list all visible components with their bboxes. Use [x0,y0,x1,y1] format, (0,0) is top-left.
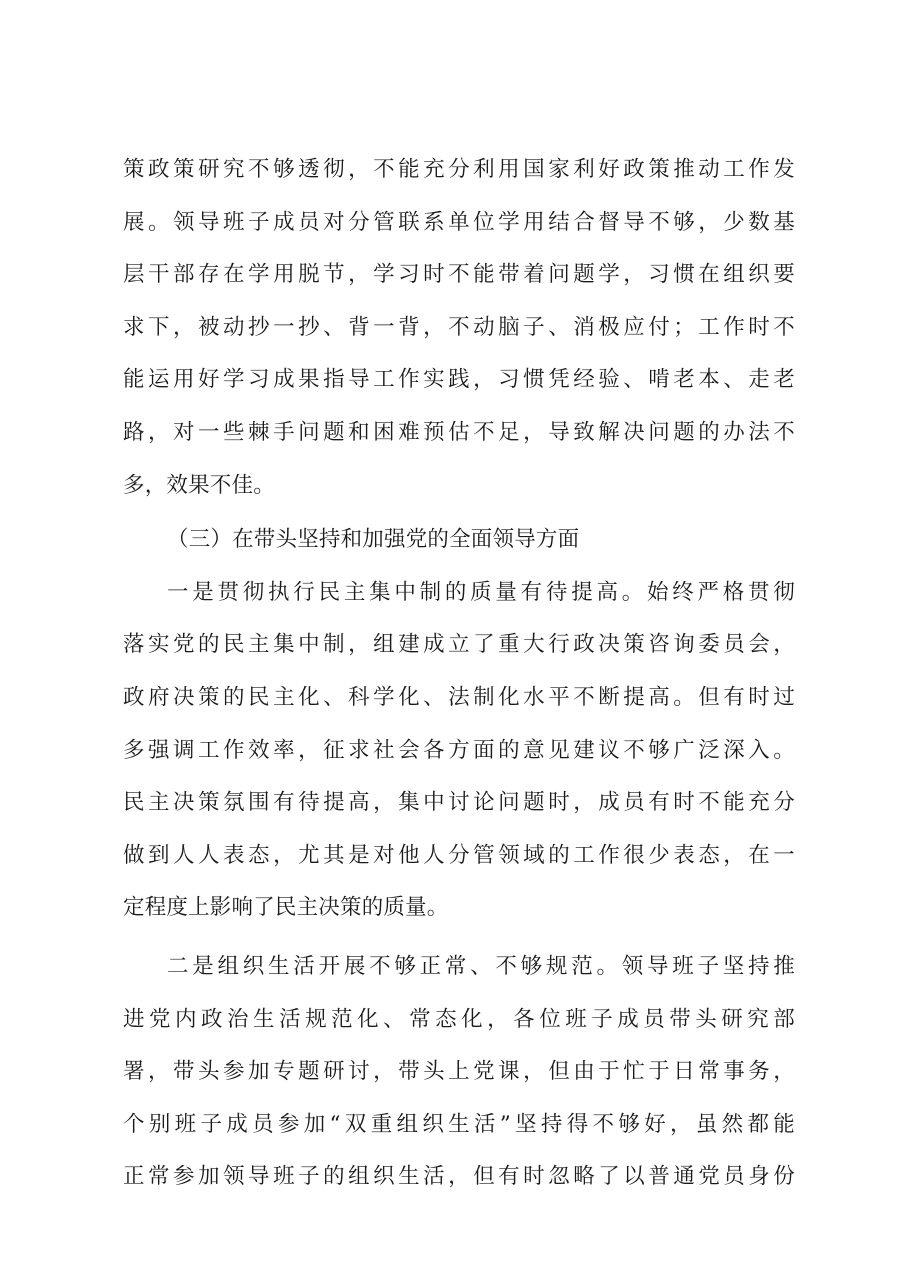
text-line: 能运用好学习成果指导工作实践，习惯凭经验、啃老本、走老 [123,367,795,393]
paragraph-2 [123,567,795,935]
paragraph-1 [123,144,795,512]
text-line: 做到人人表态，尤其是对他人分管领域的工作很少表态，在一 [123,842,795,868]
text-line: 展。领导班子成员对分管联系单位学用结合督导不够，少数基 [123,209,795,235]
text-line: 正常参加领导班子的组织生活，但有时忽略了以普通党员身份 [123,1164,795,1190]
text-line: 路，对一些棘手问题和困难预估不足，导致解决问题的办法不 [123,419,795,445]
text-line: 落实党的民主集中制，组建成立了重大行政决策咨询委员会， [123,632,795,658]
text-line: 策政策研究不够透彻，不能充分利用国家利好政策推动工作发 [123,157,795,182]
text-line: 个别班子成员参加“双重组织生活”坚持得不够好，虽然都能 [123,1111,795,1137]
text-line: 民主决策氛围有待提高，集中讨论问题时，成员有时不能充分 [123,790,795,816]
text-line: 政府决策的民主化、科学化、法制化水平不断提高。但有时过 [123,684,795,710]
document-body [123,144,795,1204]
text-line: 二是组织生活开展不够正常、不够规范。领导班子坚持推 [167,953,795,979]
paragraph-3 [123,941,795,1204]
text-line: 多强调工作效率，征求社会各方面的意见建议不够广泛深入。 [123,737,795,763]
text-line: 一是贯彻执行民主集中制的质量有待提高。始终严格贯彻 [167,579,795,605]
text-line: 定程度上影响了民主决策的质量。 [123,895,449,921]
text-line: 署，带头参加专题研讨，带头上党课，但由于忙于日常事务， [123,1059,795,1085]
section-heading: （三）在带头坚持和加强党的全面领导方面 [167,527,580,553]
text-line: 层干部存在学用脱节，学习时不能带着问题学，习惯在组织要 [123,262,795,288]
text-line: 多，效果不佳。 [123,472,275,498]
text-line: 求下，被动抄一抄、背一背，不动脑子、消极应付；工作时不 [123,314,795,340]
text-line: 进党内政治生活规范化、常态化，各位班子成员带头研究部 [123,1006,795,1032]
